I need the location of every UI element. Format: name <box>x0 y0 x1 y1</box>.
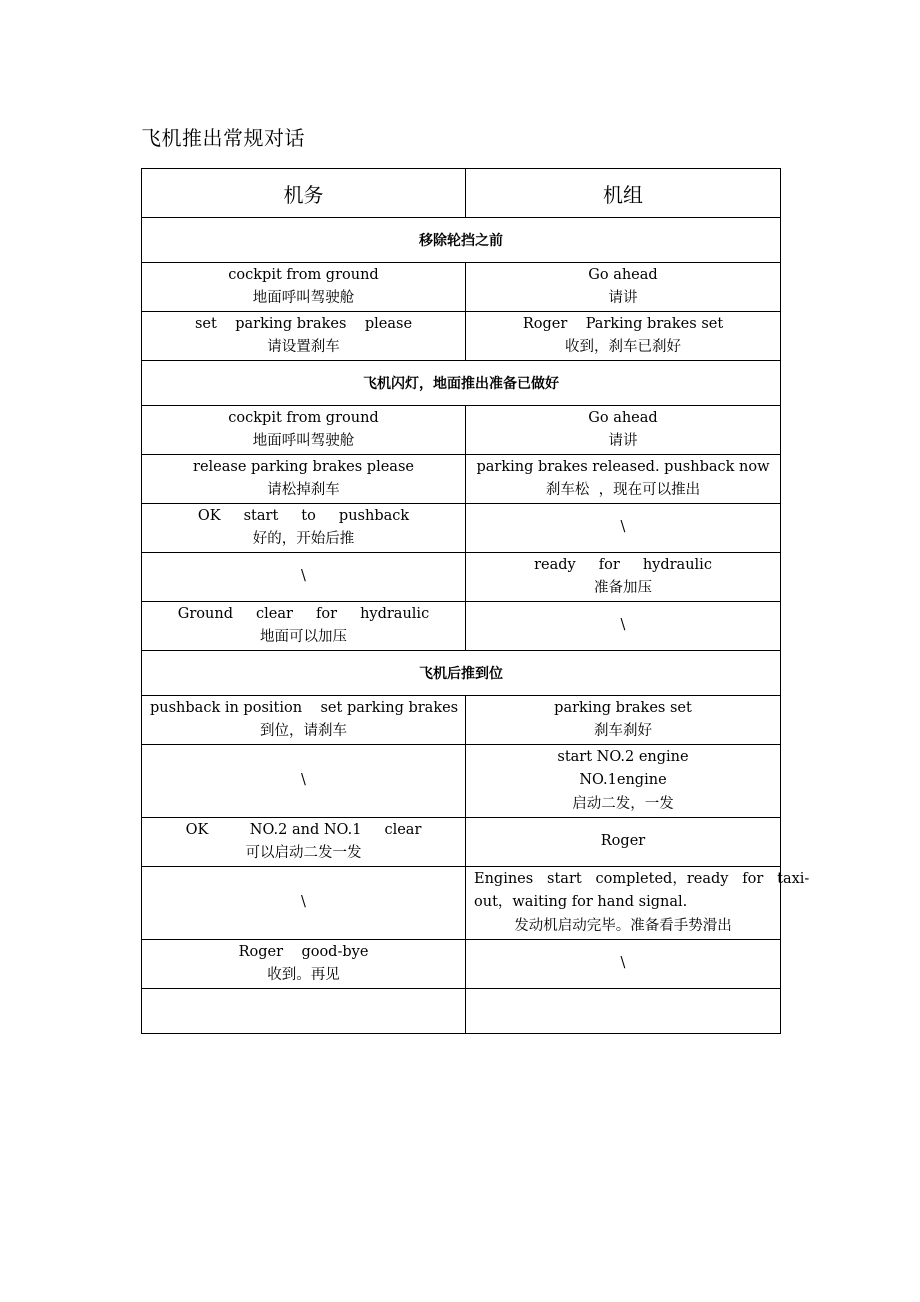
section-before-chocks-removed: 移除轮挡之前 <box>142 218 781 263</box>
crew-cell <box>466 455 781 504</box>
crew-cell <box>466 312 781 361</box>
crew-line-zh: 准备加压 <box>594 580 652 596</box>
table-row <box>142 818 781 867</box>
ground-line-zh: 地面呼叫驾驶舱 <box>252 433 355 449</box>
table-header-row <box>142 169 781 218</box>
table-row <box>142 867 781 940</box>
table-row <box>142 745 781 818</box>
table-row <box>142 696 781 745</box>
ground-cell <box>142 818 466 867</box>
crew-cell <box>466 263 781 312</box>
crew-line-en: parking brakes released. pushback now <box>476 458 770 475</box>
ground-line-zh: 可以启动二发一发 <box>245 845 362 861</box>
crew-line-1: Engines start completed，ready for taxi- <box>474 870 810 887</box>
ground-line-en: cockpit from ground <box>228 409 379 426</box>
ground-cell <box>142 263 466 312</box>
crew-cell-blank <box>466 989 781 1034</box>
ground-line-zh: 地面可以加压 <box>260 629 347 645</box>
ground-line-en: release parking brakes please <box>193 458 414 475</box>
ground-line-en: Roger good-bye <box>238 943 369 960</box>
ground-cell <box>142 406 466 455</box>
ground-cell <box>142 940 466 989</box>
table-row <box>142 312 781 361</box>
ground-cell <box>142 696 466 745</box>
crew-cell <box>466 745 781 818</box>
section-ready-for-pushback: 飞机闪灯，地面推出准备已做好 <box>142 361 781 406</box>
crew-cell: Roger <box>466 818 781 867</box>
ground-line-zh: 请松掉刹车 <box>267 482 340 498</box>
ground-cell <box>142 312 466 361</box>
crew-line-1: start NO.2 engine <box>557 748 689 765</box>
ground-line-zh: 收到。再见 <box>267 967 340 983</box>
crew-cell <box>466 867 810 940</box>
crew-line-en: ready for hydraulic <box>534 556 712 573</box>
crew-line-2: out，waiting for hand signal. <box>474 894 688 911</box>
ground-line-en: Ground clear for hydraulic <box>177 605 430 622</box>
crew-cell-empty: \ <box>466 504 781 553</box>
crew-cell <box>466 696 781 745</box>
crew-line-en: parking brakes set <box>554 699 692 716</box>
crew-line-en: Go ahead <box>588 266 658 283</box>
ground-cell-empty: \ <box>142 745 466 818</box>
crew-cell-empty: \ <box>466 602 781 651</box>
table-row <box>142 406 781 455</box>
header-flight-crew: 机组 <box>466 169 781 218</box>
section-row <box>142 361 781 406</box>
page-title: 飞机推出常规对话 <box>141 126 305 150</box>
ground-cell <box>142 602 466 651</box>
table-row <box>142 940 781 989</box>
crew-line-zh: 刹车刹好 <box>594 723 652 739</box>
ground-cell-empty: \ <box>142 867 466 940</box>
table-row <box>142 602 781 651</box>
crew-line-3: 启动二发，一发 <box>572 795 674 812</box>
crew-cell-empty: \ <box>466 940 781 989</box>
crew-line-en: Roger Parking brakes set <box>522 315 724 332</box>
ground-cell-blank <box>142 989 466 1034</box>
ground-line-en: OK NO.2 and NO.1 clear <box>185 821 422 838</box>
ground-cell <box>142 455 466 504</box>
crew-line-zh: 收到，刹车已刹好 <box>565 339 681 355</box>
crew-line-zh: 请讲 <box>608 290 638 306</box>
crew-line-2: NO.1engine <box>579 772 667 789</box>
ground-cell <box>142 504 466 553</box>
ground-line-en: set parking brakes please <box>194 315 413 332</box>
ground-line-en: OK start to pushback <box>197 507 410 524</box>
dialog-table <box>141 168 810 1034</box>
ground-line-zh: 请设置刹车 <box>267 339 340 355</box>
crew-line-3: 发动机启动完毕。准备看手势滑出 <box>514 917 732 934</box>
ground-line-zh: 好的，开始后推 <box>252 531 355 547</box>
section-row <box>142 218 781 263</box>
table-row <box>142 553 781 602</box>
ground-line-zh: 到位，请刹车 <box>260 723 347 739</box>
ground-line-en: pushback in position set parking brakes <box>150 699 459 716</box>
section-row <box>142 651 781 696</box>
table-row <box>142 263 781 312</box>
crew-cell <box>466 553 781 602</box>
table-row <box>142 455 781 504</box>
table-row <box>142 504 781 553</box>
ground-line-en: cockpit from ground <box>228 266 379 283</box>
crew-line-en: Go ahead <box>588 409 658 426</box>
crew-line-zh: 请讲 <box>608 433 638 449</box>
crew-cell <box>466 406 781 455</box>
section-pushback-complete: 飞机后推到位 <box>142 651 781 696</box>
crew-line-zh: 刹车松 ，现在可以推出 <box>545 482 701 498</box>
table-row-blank <box>142 989 781 1034</box>
ground-line-zh: 地面呼叫驾驶舱 <box>252 290 355 306</box>
ground-cell-empty: \ <box>142 553 466 602</box>
header-ground-crew: 机务 <box>142 169 466 218</box>
